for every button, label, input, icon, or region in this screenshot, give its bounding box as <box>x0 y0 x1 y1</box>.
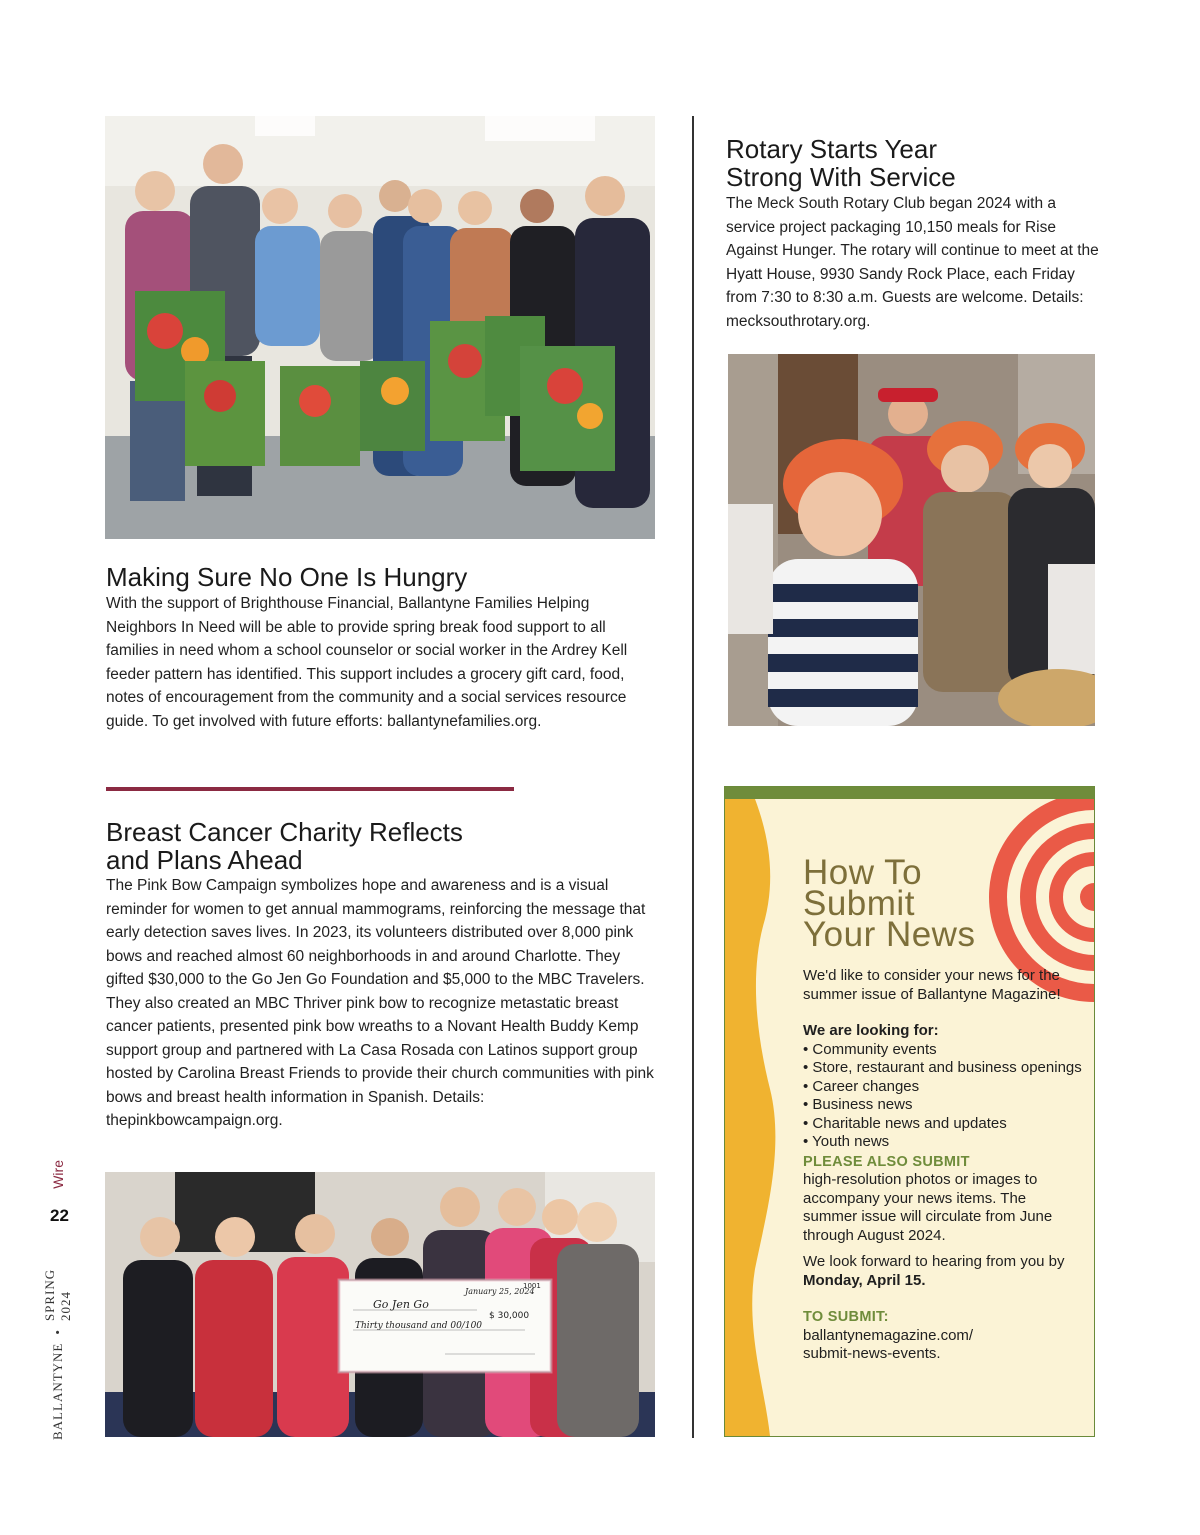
to-submit-heading: TO SUBMIT: <box>803 1309 889 1325</box>
check-date: January 25, 2024 <box>465 1287 535 1296</box>
folio-issue: SPRING 2024 <box>42 1268 73 1322</box>
list-item: • Business news <box>803 1096 1083 1115</box>
headline-breast-cancer <box>106 818 666 874</box>
list-item: • Community events <box>803 1041 1083 1060</box>
submit-title <box>803 853 976 954</box>
check-number: 1001 <box>523 1282 541 1290</box>
check-written-amount: Thirty thousand and 00/100 <box>355 1321 483 1331</box>
submit-title-line3: Your News <box>803 915 976 954</box>
looking-for-heading: We are looking for: <box>803 1022 939 1039</box>
headline-breast-cancer-line1: Breast Cancer Charity Reflects <box>106 817 463 847</box>
side-folio <box>38 1160 78 1440</box>
headline-rotary-line2: Strong With Service <box>726 162 956 192</box>
list-item: • Charitable news and updates <box>803 1115 1083 1134</box>
pink-bow-check-presentation-photo <box>105 1172 655 1437</box>
check-amount: $ 30,000 <box>489 1311 530 1321</box>
submit-title-line2: Submit <box>803 884 915 923</box>
submit-title-line1: How To <box>803 853 923 892</box>
body-breast-cancer: The Pink Bow Campaign symbolizes hope and awareness and is a visual reminder for women to get annual mammograms, reinforcing the message that early detection saves lives. In 2023, its volunteers distributed over 8,000 pink bows and reached almost 60 neighborhoods in and around Charlotte. They gifted $30,000 to the Go Jen Go Foundation and $5,000 to the MBC Travelers. They also created an MBC Thriver pink bow to recognize metastatic breast cancer patients, presented pink bow wreaths to a Novant Health Buddy Kemp support group and partnered with La Casa Rosada con Latinos support group hosted by Carolina Breast Friends to provide their church communities with pink bows and breast health information in Spanish. Details: thepinkbowcampaign.org. <box>106 877 654 1129</box>
list-item: • Youth news <box>803 1133 1083 1152</box>
submit-intro: We'd like to consider your news for the summer issue of Ballantyne Magazine! <box>803 967 1061 1003</box>
body-rotary: The Meck South Rotary Club began 2024 with a service project packaging 10,150 meals for Rise Against Hunger. The rotary will continue to meet at the Hyatt House, 9930 Sandy Rock Place, each Friday from 7:30 to 8:30 a.m. Guests are welcome. Details: mecksouthrotary.org. <box>726 195 1099 330</box>
check-payee: Go Jen Go <box>373 1298 429 1311</box>
submit-news-box <box>724 786 1095 1437</box>
submit-box-topbar <box>725 787 1094 799</box>
list-item: • Store, restaurant and business openings <box>803 1059 1083 1078</box>
rotary-meal-packaging-photo <box>728 354 1095 726</box>
column-divider <box>692 116 694 1438</box>
section-divider-rule <box>106 787 514 791</box>
volunteers-with-grocery-bags-photo <box>105 116 655 539</box>
folio-magazine: BALLANTYNE <box>50 1342 65 1440</box>
forward-text-paragraph <box>803 1253 1083 1290</box>
looking-for-list <box>803 1041 1083 1152</box>
list-item: • Career changes <box>803 1078 1083 1097</box>
deadline: Monday, April 15. <box>803 1271 926 1289</box>
headline-rotary-line1: Rotary Starts Year <box>726 134 937 164</box>
folio-separator: • <box>50 1329 65 1335</box>
headline-rotary <box>726 135 1126 191</box>
page-number: 22 <box>50 1206 69 1225</box>
headline-breast-cancer-line2: and Plans Ahead <box>106 845 303 875</box>
folio-section: Wire <box>50 1160 66 1189</box>
body-hungry: With the support of Brighthouse Financial, Ballantyne Families Helping Neighbors In Need will be able to provide spring break food support to all families in need whom a school counselor or social worker in the Ardrey Kell feeder pattern has identified. This support includes a grocery gift card, food, notes of encouragement from the community and a social services resource guide. To get involved with future efforts: ballantynefamilies.org. <box>106 595 628 730</box>
also-submit-text: high-resolution photos or images to accompany your news items. The summer issue will circulate from June through August 2024. <box>803 1171 1053 1244</box>
headline-hungry: Making Sure No One Is Hungry <box>106 562 468 592</box>
submit-body <box>803 967 1083 1364</box>
forward-text: We look forward to hearing from you by <box>803 1253 1065 1270</box>
submit-url[interactable]: ballantynemagazine.com/ submit-news-events. <box>803 1326 974 1362</box>
also-submit-heading: PLEASE ALSO SUBMIT <box>803 1153 970 1170</box>
